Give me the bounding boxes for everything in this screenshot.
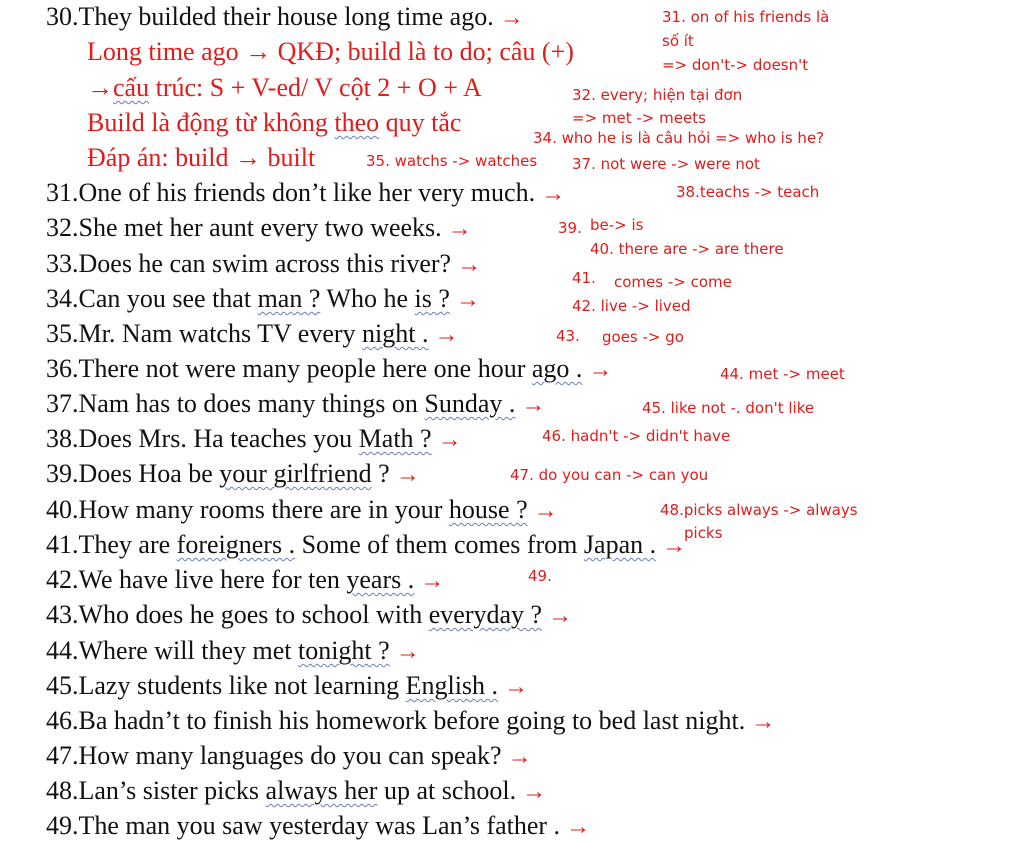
sentence-text: How many languages do you can speak? <box>78 741 502 770</box>
sentence-37 <box>46 389 545 420</box>
note-34: 34. who he is là câu hỏi => who is he? <box>533 129 825 147</box>
arrow-icon: → <box>504 674 529 700</box>
sentence-46 <box>46 706 775 737</box>
underlined-word: house ? <box>448 495 528 524</box>
arrow-icon: → <box>447 216 472 242</box>
underlined-word: ago . <box>531 354 583 383</box>
sentence-text: Where will they met <box>78 636 298 665</box>
sentence-number: 32. <box>46 213 79 242</box>
arrow-icon: → <box>434 322 459 348</box>
underlined-word: foreigners . <box>176 530 296 559</box>
arrow-icon: → <box>457 252 482 278</box>
sentence-text: Who does he goes to school with <box>78 600 429 629</box>
sentence-41 <box>46 530 686 561</box>
sentence-number: 48. <box>46 776 79 805</box>
arrow-icon: → <box>662 533 687 559</box>
arrow-icon: → <box>566 814 591 840</box>
sentence-text: Does Hoa be <box>78 459 220 488</box>
arrow-icon: → <box>521 392 546 418</box>
underlined-word: cấu <box>113 73 150 102</box>
sentence-text: They builded their house long time ago. <box>78 2 494 31</box>
underlined-word: everyday ? <box>428 600 543 629</box>
note-41-a: 41. <box>572 269 596 287</box>
sentence-number: 39. <box>46 459 79 488</box>
sentence-number: 46. <box>46 706 79 735</box>
arrow-icon: → <box>499 5 524 31</box>
sentence-number: 36. <box>46 354 79 383</box>
arrow-icon: → <box>548 603 573 629</box>
note-42: 42. live -> lived <box>572 297 691 315</box>
sentence-39 <box>46 459 420 490</box>
note-32-b: => met -> meets <box>572 109 706 127</box>
sentence-text: Nam has to does many things on <box>78 389 425 418</box>
explanation-line-3 <box>87 108 461 138</box>
note-41-b: comes -> come <box>614 273 732 291</box>
arrow-icon: → <box>87 73 113 102</box>
sentence-42 <box>46 565 444 596</box>
sentence-text: Does Mrs. Ha teaches you <box>78 424 359 453</box>
sentence-number: 44. <box>46 636 79 665</box>
sentence-40 <box>46 495 558 526</box>
sentence-number: 33. <box>46 249 79 278</box>
arrow-icon: → <box>395 462 420 488</box>
sentence-number: 41. <box>46 530 79 559</box>
note-45: 45. like not -. don't like <box>642 399 815 417</box>
note-47: 47. do you can -> can you <box>510 466 709 484</box>
sentence-number: 40. <box>46 495 79 524</box>
sentence-text: She met her aunt every two weeks. <box>78 213 442 242</box>
underlined-word: tonight ? <box>297 636 390 665</box>
sentence-43 <box>46 600 572 631</box>
underlined-word: Math ? <box>358 424 432 453</box>
sentence-text: Lazy students like not learning <box>78 671 406 700</box>
explanation-line-1: Long time ago → QKĐ; build là to do; câu (+) <box>87 37 574 66</box>
arrow-icon: → <box>533 498 558 524</box>
sentence-48 <box>46 776 546 807</box>
sentence-32 <box>46 213 472 244</box>
note-43-b: goes -> go <box>602 328 684 346</box>
explanation-answer: Đáp án: build → built <box>87 143 316 172</box>
note-39-b: be-> is <box>590 216 644 234</box>
sentence-text: ? <box>371 459 390 488</box>
underlined-word: man ? <box>257 284 321 313</box>
note-31-b: số ít <box>662 32 694 50</box>
arrow-icon: → <box>541 181 566 207</box>
arrow-icon: → <box>395 639 420 665</box>
arrow-icon: → <box>455 287 480 313</box>
underlined-word: night . <box>362 319 429 348</box>
sentence-text: Who he <box>320 284 415 313</box>
underlined-word: your girlfriend <box>219 459 372 488</box>
arrow-icon: → <box>420 568 445 594</box>
note-49: 49. <box>528 567 552 585</box>
rule-text-end: quy tắc <box>379 108 462 137</box>
sentence-number: 42. <box>46 565 79 594</box>
sentence-47 <box>46 741 532 772</box>
note-31-c: => don't-> doesn't <box>662 56 809 74</box>
sentence-36 <box>46 354 612 385</box>
note-48-a: 48.picks always -> always <box>660 501 858 519</box>
sentence-35 <box>46 319 459 350</box>
sentence-text: The man you saw yesterday was Lan’s father . <box>78 811 561 840</box>
sentence-49 <box>46 811 590 842</box>
arrow-icon: → <box>751 709 776 735</box>
note-38: 38.teachs -> teach <box>676 183 820 201</box>
sentence-text: There not were many people here one hour <box>78 354 532 383</box>
note-43-a: 43. <box>556 327 580 345</box>
underlined-word: years . <box>346 565 415 594</box>
sentence-text: Mr. Nam watchs TV every <box>78 319 363 348</box>
arrow-icon: → <box>437 427 462 453</box>
note-44: 44. met -> meet <box>720 365 845 383</box>
underlined-word: Sunday . <box>424 389 516 418</box>
rule-text: Build là động từ không <box>87 108 335 137</box>
arrow-icon: → <box>507 744 532 770</box>
sentence-number: 35. <box>46 319 79 348</box>
sentence-text: Does he can swim across this river? <box>78 249 452 278</box>
note-32-a: 32. every; hiện tại đơn <box>572 86 743 104</box>
sentence-text: Some of them comes from <box>295 530 584 559</box>
sentence-number: 43. <box>46 600 79 629</box>
sentence-30 <box>46 2 524 33</box>
sentence-number: 34. <box>46 284 79 313</box>
sentence-34 <box>46 284 480 315</box>
sentence-number: 49. <box>46 811 79 840</box>
explanation-line-2 <box>87 73 482 103</box>
sentence-31 <box>46 178 565 209</box>
sentence-38 <box>46 424 462 455</box>
underlined-word: is ? <box>414 284 450 313</box>
underlined-word: English . <box>405 671 499 700</box>
sentence-number: 45. <box>46 671 79 700</box>
sentence-number: 31. <box>46 178 79 207</box>
sentence-text: up at school. <box>377 776 517 805</box>
sentence-text: Can you see that <box>78 284 258 313</box>
sentence-number: 30. <box>46 2 79 31</box>
sentence-text: Ba hadn’t to finish his homework before going to bed last night. <box>78 706 746 735</box>
sentence-number: 38. <box>46 424 79 453</box>
note-35: 35. watchs -> watches <box>366 152 538 170</box>
sentence-45 <box>46 671 528 702</box>
sentence-text: Lan’s sister picks <box>78 776 266 805</box>
arrow-icon: → <box>522 779 547 805</box>
sentence-number: 47. <box>46 741 79 770</box>
structure-text: trúc: S + V-ed/ V cột 2 + O + A <box>149 73 482 102</box>
note-40: 40. there are -> are there <box>590 240 784 258</box>
note-31-a: 31. on of his friends là <box>662 8 830 26</box>
note-48-b: picks <box>684 524 723 542</box>
sentence-44 <box>46 636 420 667</box>
underlined-word: Japan . <box>583 530 657 559</box>
underlined-word: always her <box>265 776 378 805</box>
underlined-word: theo <box>334 108 380 137</box>
note-46: 46. hadn't -> didn't have <box>542 427 731 445</box>
sentence-33 <box>46 249 481 280</box>
sentence-number: 37. <box>46 389 79 418</box>
note-39-a: 39. <box>558 219 582 237</box>
note-37: 37. not were -> were not <box>572 155 760 173</box>
arrow-icon: → <box>588 357 613 383</box>
sentence-text: How many rooms there are in your <box>78 495 449 524</box>
sentence-text: They are <box>78 530 177 559</box>
sentence-text: We have live here for ten <box>78 565 347 594</box>
sentence-text: One of his friends don’t like her very much. <box>78 178 536 207</box>
